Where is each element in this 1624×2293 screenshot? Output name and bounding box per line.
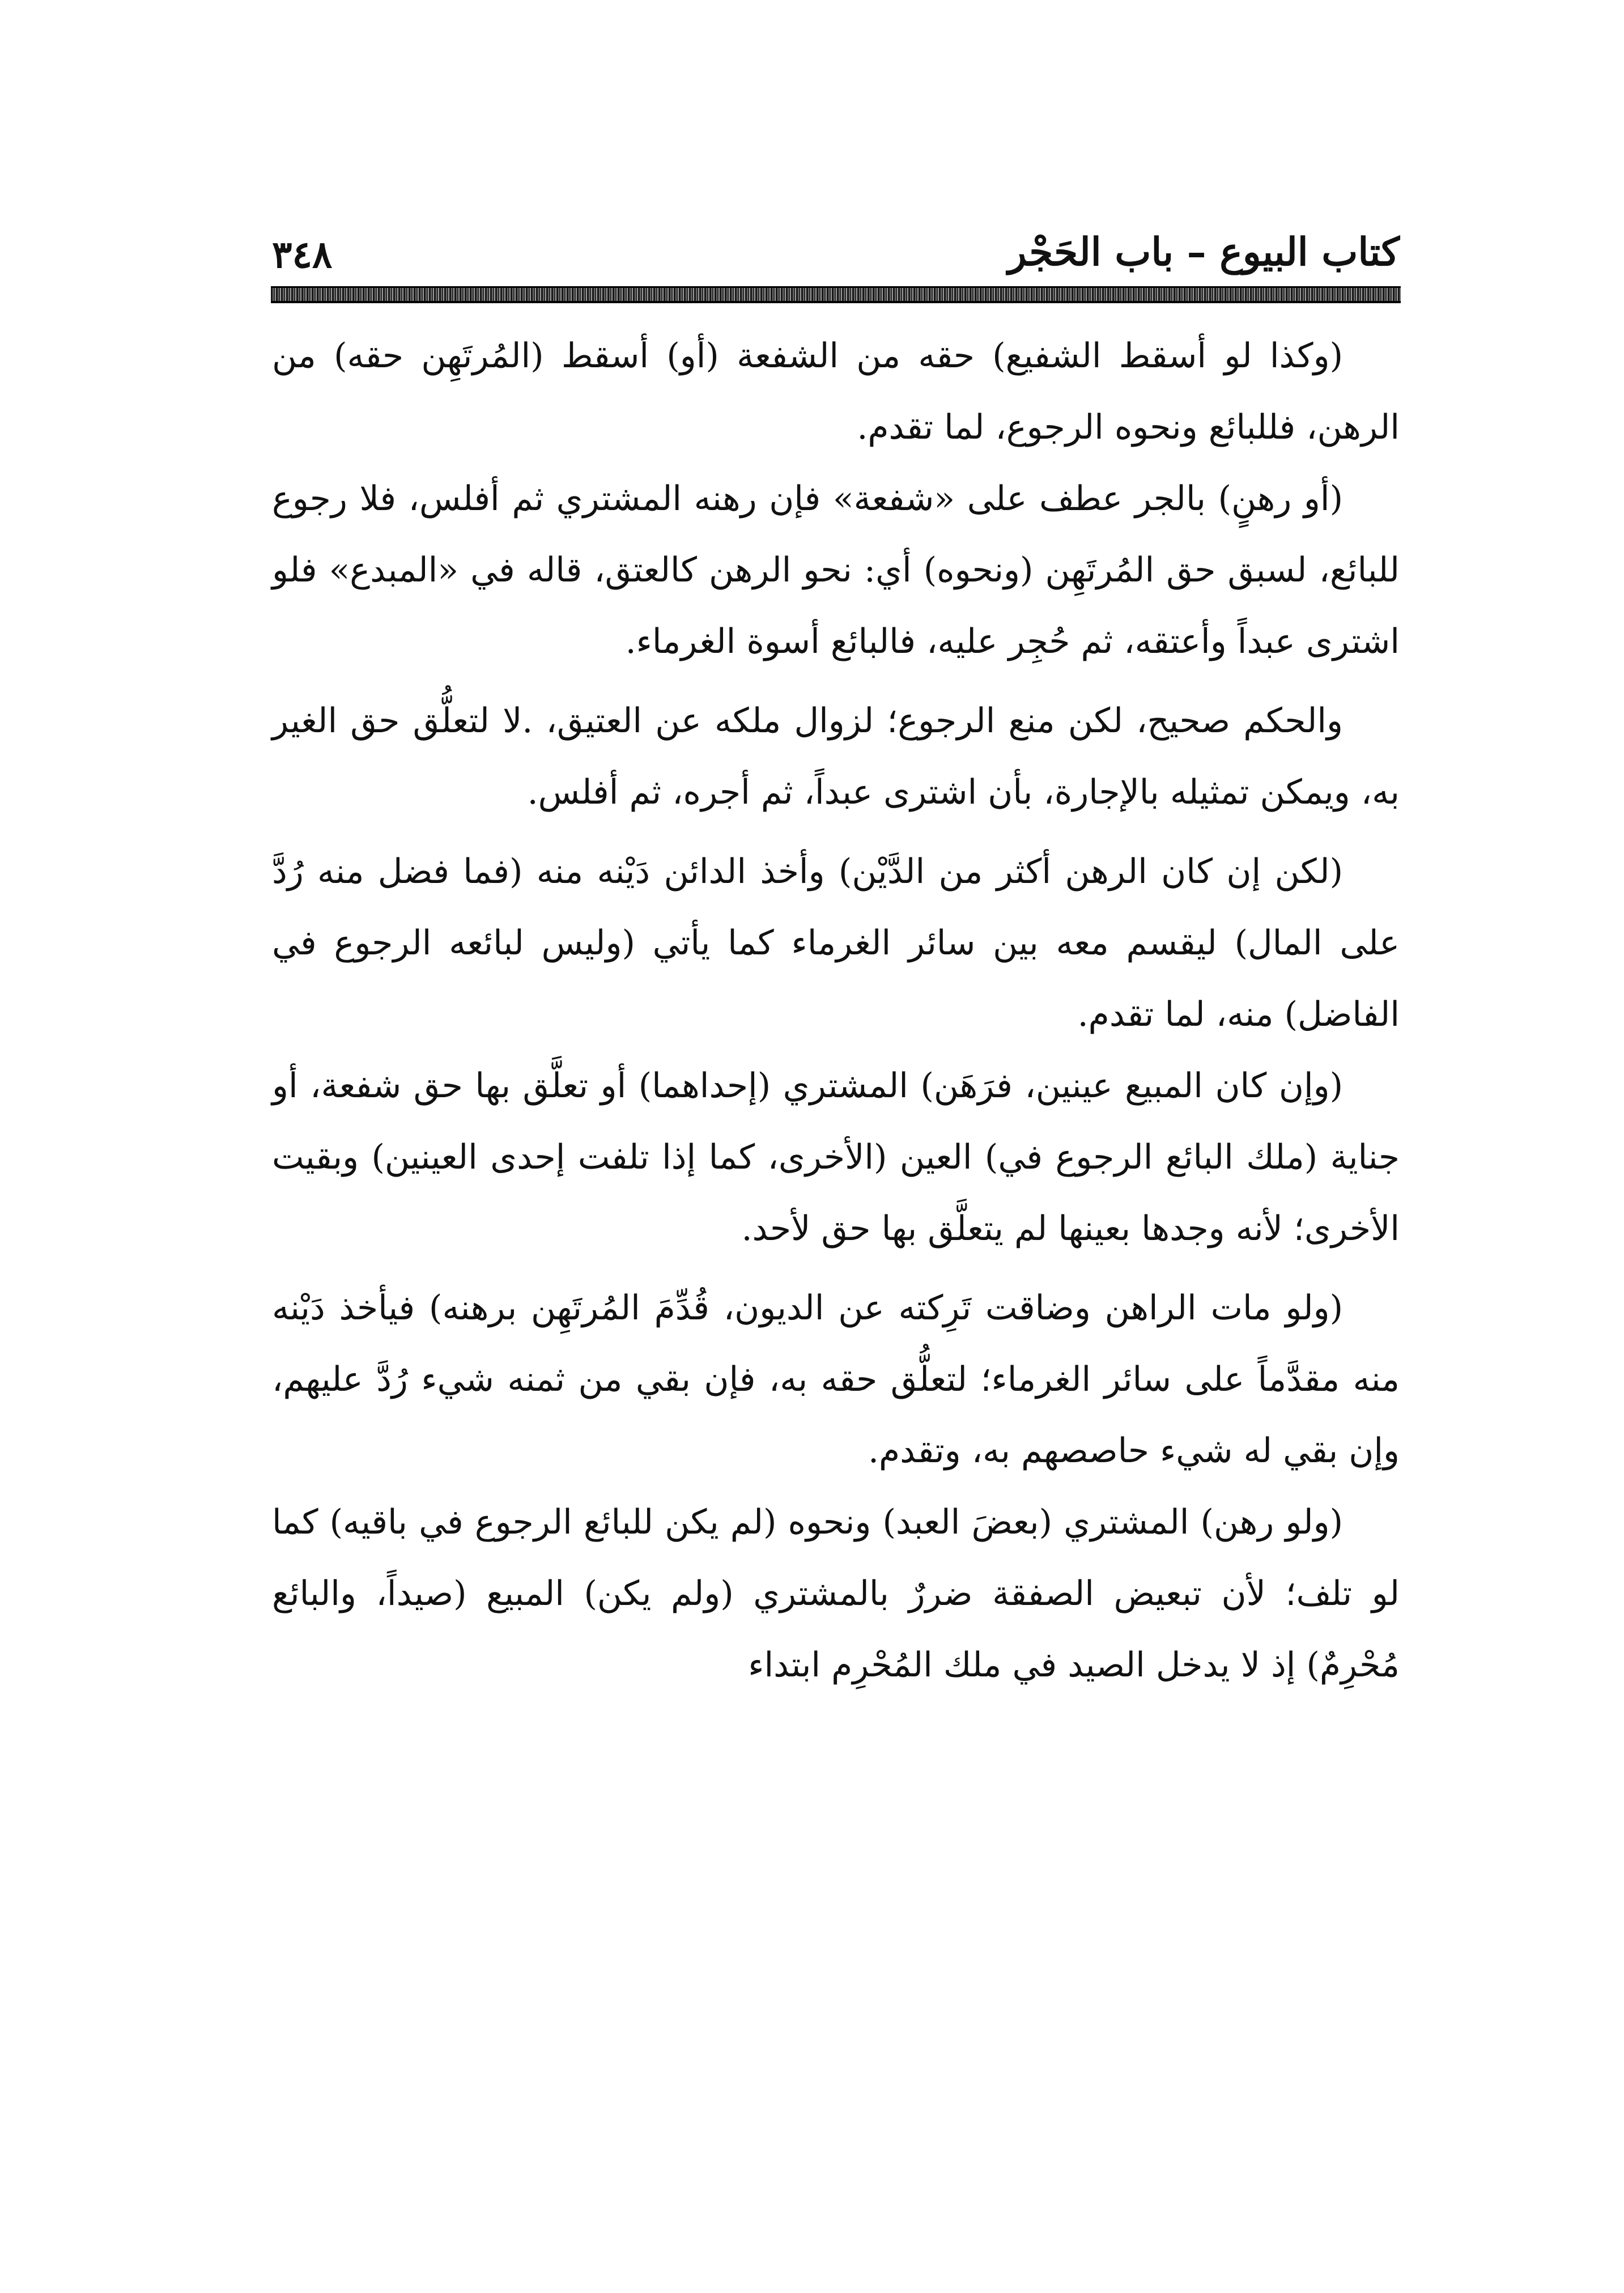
paragraph: (ولو مات الراهن وضاقت تَرِكته عن الديون، قُدِّمَ المُرتَهِن برهنه) فيأخذ دَيْنه منه مقدَّماً على سائر الغرماء؛ لتعلُّق حقه به، فإن بقي من ثمنه شيء رُدَّ عليهم، وإن بقي له شيء حاصصهم به، وتقدم. (272, 1288, 1400, 1471)
header-title: كتاب البيوع – باب الحَجْر (1007, 230, 1400, 275)
paragraph: (أو رهنٍ) بالجر عطف على «شفعة» فإن رهنه المشتري ثم أفلس، فلا رجوع للبائع، لسبق حق المُرتَهِن (ونحوه) أي: نحو الرهن كالعتق، قاله في «المبدع» فلو اشترى عبداً وأعتقه، ثم حُجِر عليه، فالبائع أسوة الغرماء. (272, 479, 1400, 661)
paragraph: (لكن إن كان الرهن أكثر من الدَّيْن) وأخذ الدائن دَيْنه منه (فما فضل منه رُدَّ على المال) ليقسم معه بين سائر الغرماء كما يأتي (وليس لبائعه الرجوع في الفاضل) منه، لما تقدم. (272, 852, 1400, 1034)
paragraph: (وكذا لو أسقط الشفيع) حقه من الشفعة (أو) أسقط (المُرتَهِن حقه) من الرهن، فللبائع ونحوه الرجوع، لما تقدم. (272, 336, 1400, 447)
header-rule (271, 286, 1401, 303)
body-text (272, 320, 1400, 1701)
running-header (272, 224, 1400, 286)
paragraph: والحكم صحيح، لكن منع الرجوع؛ لزوال ملكه عن العتيق، .لا لتعلُّق حق الغير به، ويمكن تمثيله بالإجارة، بأن اشترى عبداً، ثم أجره، ثم أفلس. (272, 701, 1400, 812)
page-number: ٣٤٨ (272, 232, 333, 277)
paragraph: (ولو رهن) المشتري (بعضَ العبد) ونحوه (لم يكن للبائع الرجوع في باقيه) كما لو تلف؛ لأن تبعيض الصفقة ضررٌ بالمشتري (ولم يكن) المبيع (صيداً، والبائع مُحْرِمٌ) إذ لا يدخل الصيد في ملك المُحْرِم ابتداء (272, 1502, 1400, 1685)
paragraph: (وإن كان المبيع عينين، فرَهَن) المشتري (إحداهما) أو تعلَّق بها حق شفعة، أو جناية (ملك البائع الرجوع في) العين (الأخرى، كما إذا تلفت إحدى العينين) وبقيت الأخرى؛ لأنه وجدها بعينها لم يتعلَّق بها حق لأحد. (272, 1066, 1400, 1249)
